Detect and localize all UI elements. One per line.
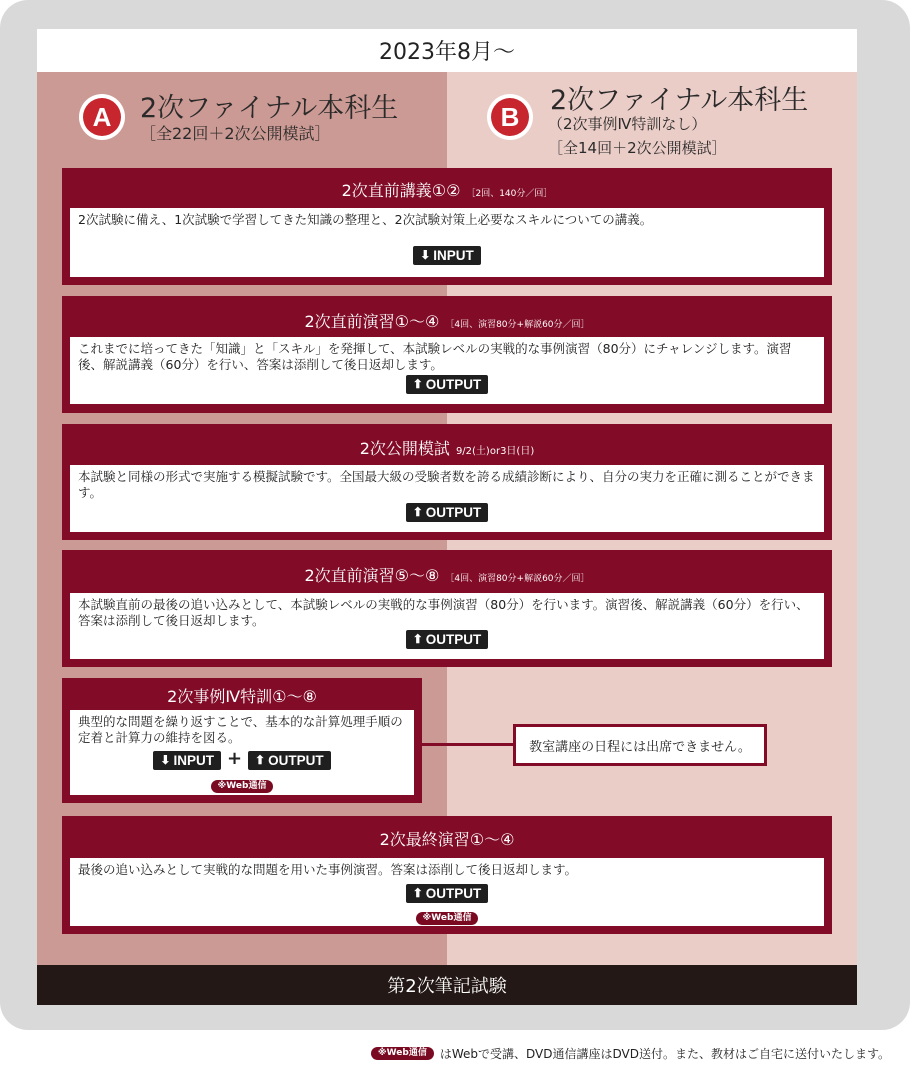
output-tag: ⬆ OUTPUT [406, 884, 489, 903]
session-description: 本試験と同様の形式で実施する模擬試験です。全国最大級の受験者数を誇る成績診断により、自分の実力を正確に測ることができます。 [78, 469, 815, 500]
output-tag: ⬆ OUTPUT [406, 630, 489, 649]
session-title: 2次直前演習①～④ [304, 312, 440, 331]
web-course-badge: ※Web通信 [416, 912, 479, 925]
down-arrow-icon: ⬇ [160, 753, 171, 767]
note-connector [421, 743, 513, 746]
session-description: 本試験直前の最後の追い込みとして、本試験レベルの実戦的な事例演習（80分）を行います。演習後、解説講義（60分）を行い、答案は添削して後日返却します。 [78, 597, 809, 628]
web-legend [371, 1045, 890, 1062]
session-description: 最後の追い込みとして実戦的な問題を用いた事例演習。答案は添削して後日返却します。 [78, 862, 578, 877]
course-b-title: 2次ファイナル本科生 [550, 85, 809, 116]
session-meta: ［2回、140分／回］ [466, 189, 553, 199]
session-title: 2次公開模試 [359, 439, 450, 458]
classroom-note: 教室講座の日程には出席できません。 [513, 724, 767, 766]
session-final-lecture [62, 168, 832, 285]
up-arrow-icon: ⬆ [412, 632, 423, 646]
up-arrow-icon: ⬆ [412, 505, 423, 519]
web-course-badge: ※Web通信 [371, 1047, 434, 1060]
down-arrow-icon: ⬇ [420, 248, 431, 262]
up-arrow-icon: ⬆ [412, 886, 423, 900]
session-meta: 9/2(土)or3日(日) [455, 446, 535, 457]
course-a-badge: A [79, 94, 125, 140]
session-final-exercise-2 [62, 550, 832, 667]
session-title: 2次直前講義①② [341, 181, 461, 200]
input-tag: ⬇ INPUT [153, 751, 221, 770]
output-tag: ⬆ OUTPUT [248, 751, 331, 770]
exam-footer: 第2次筆記試験 [37, 965, 857, 1005]
session-case-iv-training [62, 678, 422, 803]
input-tag: ⬇ INPUT [413, 246, 481, 265]
course-b-detail: ［全14回＋2次公開模試］ [548, 139, 727, 157]
session-public-mock-exam [62, 424, 832, 540]
session-description: 2次試験に備え、1次試験で学習してきた知識の整理と、2次試験対策上必要なスキルについての講義。 [78, 212, 653, 227]
session-final-exercise-1 [62, 296, 832, 413]
session-last-exercise [62, 816, 832, 934]
session-description: これまでに培ってきた「知識」と「スキル」を発揮して、本試験レベルの実戦的な事例演習（80分）にチャレンジします。演習後、解説講義（60分）を行い、答案は添削して後日返却します。 [78, 341, 792, 372]
course-a-title: 2次ファイナル本科生 [140, 93, 399, 124]
plus-sign: + [226, 748, 243, 769]
course-b-badge: B [487, 94, 533, 140]
session-meta: ［4回、演習80分+解説60分／回］ [445, 320, 590, 330]
output-tag: ⬆ OUTPUT [406, 375, 489, 394]
session-title: 2次直前演習⑤～⑧ [304, 566, 440, 585]
session-description: 典型的な問題を繰り返すことで、基本的な計算処理手順の定着と計算力の維持を図る。 [78, 714, 403, 745]
legend-text: はWebで受講、DVD通信講座はDVD送付。また、教材はご自宅に送付いたします。 [439, 1047, 890, 1061]
session-title: 2次最終演習①～④ [379, 830, 515, 849]
period-header: 2023年8月～ [37, 29, 857, 72]
web-course-badge: ※Web通信 [211, 780, 274, 793]
session-title: 2次事例Ⅳ特訓①～⑧ [167, 687, 317, 706]
course-a-detail: ［全22回＋2次公開模試］ [140, 124, 331, 143]
output-tag: ⬆ OUTPUT [406, 503, 489, 522]
up-arrow-icon: ⬆ [255, 753, 266, 767]
session-meta: ［4回、演習80分+解説60分／回］ [445, 574, 590, 584]
course-b-note: （2次事例Ⅳ特訓なし） [548, 115, 707, 133]
up-arrow-icon: ⬆ [412, 377, 423, 391]
